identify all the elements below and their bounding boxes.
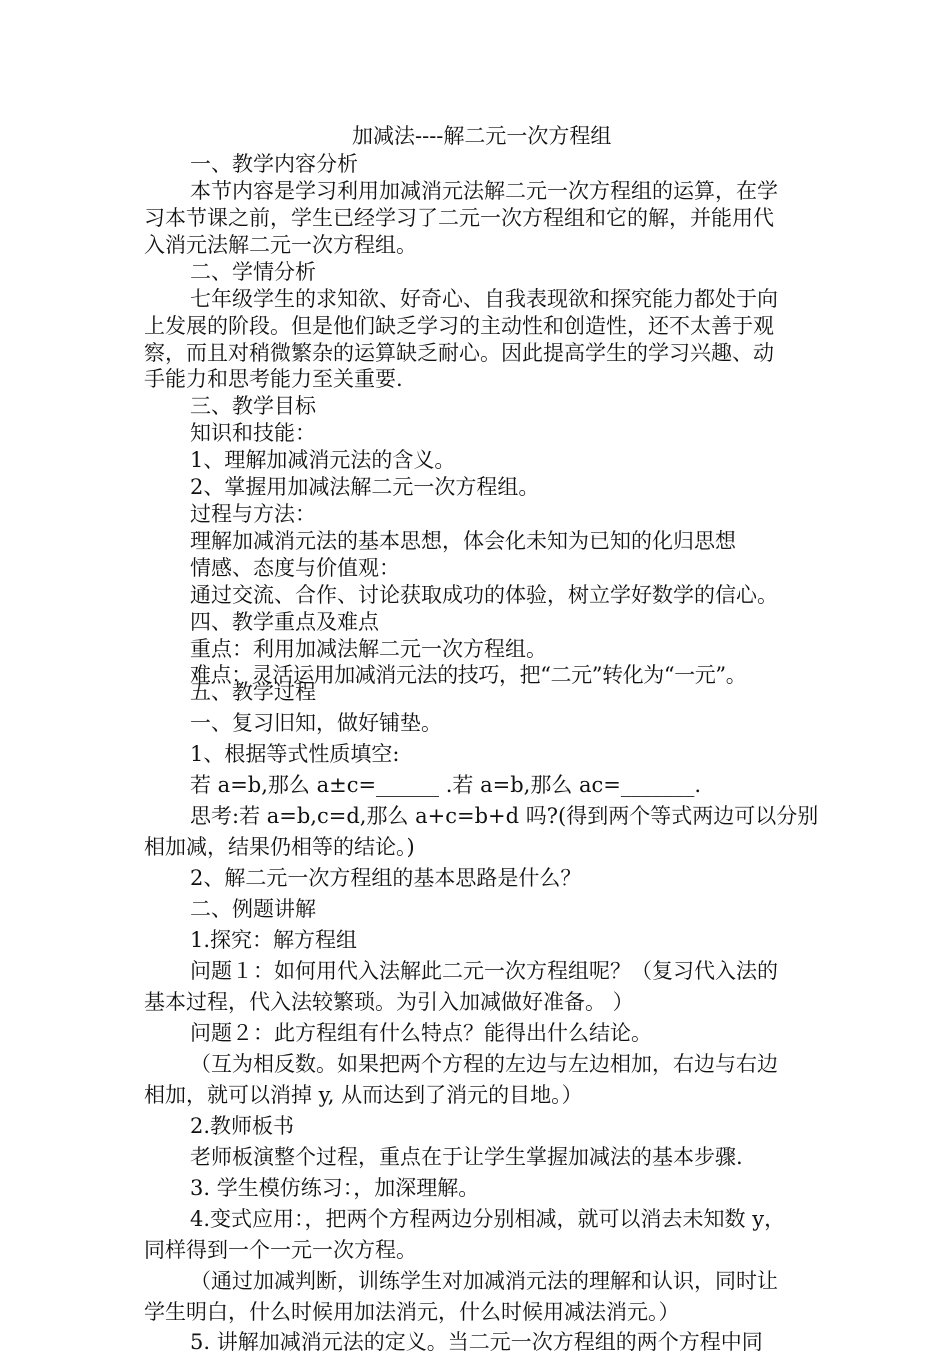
- list-item: 1.探究：解方程组: [190, 928, 358, 952]
- section-heading-teaching-process: 五、教学过程: [190, 680, 316, 704]
- paragraph-line: 本节内容是学习利用加减消元法解二元一次方程组的运算，在学: [190, 179, 778, 203]
- section-heading-content-analysis: 一、教学内容分析: [190, 152, 358, 176]
- list-item: 2、掌握用加减法解二元一次方程组。: [190, 475, 540, 499]
- paragraph-line: 4.变式应用：，把两个方程两边分别相减，就可以消去未知数 y，: [190, 1207, 786, 1231]
- paragraph-line: 老师板演整个过程，重点在于让学生掌握加减法的基本步骤.: [190, 1145, 743, 1169]
- paragraph-line: 思考:若 a=b,c=d,那么 a+c=b+d 吗?(得到两个等式两边可以分别: [190, 804, 819, 828]
- paragraph-line: 手能力和思考能力至关重要.: [144, 367, 403, 391]
- paragraph-line: 上发展的阶段。但是他们缺乏学习的主动性和创造性，还不太善于观: [144, 314, 774, 338]
- paragraph-line: 七年级学生的求知欲、好奇心、自我表现欲和探究能力都处于向: [190, 287, 778, 311]
- paragraph-line: （通过加减判断，训练学生对加减消元法的理解和认识，同时让: [190, 1269, 778, 1293]
- paragraph-line: 学生明白，什么时候用加法消元，什么时候用减法消元。）: [144, 1300, 680, 1324]
- paragraph-line: 同样得到一个一元一次方程。: [144, 1238, 417, 1262]
- paragraph-line: 相加减，结果仍相等的结论。): [144, 835, 415, 859]
- list-item: 2、解二元一次方程组的基本思路是什么？: [190, 866, 582, 890]
- subheading-review: 一、复习旧知，做好铺垫。: [190, 711, 442, 735]
- paragraph-line: 习本节课之前，学生已经学习了二元一次方程组和它的解，并能用代: [144, 206, 774, 230]
- paragraph-line: 基本过程，代入法较繁琐。为引入加减做好准备。 ）: [144, 990, 634, 1014]
- paragraph-line: 难点：灵活运用加减消元法的技巧，把“二元”转化为“一元”。: [190, 663, 747, 687]
- list-item: 2.教师板书: [190, 1114, 295, 1138]
- paragraph-line: 入消元法解二元一次方程组。: [144, 233, 417, 257]
- paragraph-line: （互为相反数。如果把两个方程的左边与左边相加，右边与右边: [190, 1052, 778, 1076]
- section-heading-key-points: 四、教学重点及难点: [190, 610, 379, 634]
- paragraph-line: 理解加减消元法的基本思想，体会化未知为已知的化归思想: [190, 529, 736, 553]
- fill-in-blank-line: 若 a=b,那么 a±c=______ .若 a=b,那么 ac=_______.: [190, 773, 702, 797]
- subheading-process-method: 过程与方法：: [190, 502, 316, 526]
- subheading-attitude-values: 情感、态度与价值观：: [190, 556, 400, 580]
- paragraph-line: 5. 讲解加减消元法的定义。当二元一次方程组的两个方程中同: [190, 1330, 763, 1354]
- list-item: 1、理解加减消元法的含义。: [190, 448, 456, 472]
- paragraph-line: 相加，就可以消掉 y, 从而达到了消元的目地。）: [144, 1083, 583, 1107]
- paragraph-line: 问题１：如何用代入法解此二元一次方程组呢？（复习代入法的: [190, 959, 778, 983]
- subheading-knowledge-skills: 知识和技能：: [190, 421, 316, 445]
- section-heading-teaching-goals: 三、教学目标: [190, 394, 316, 418]
- list-item: 3. 学生模仿练习：，加深理解。: [190, 1176, 480, 1200]
- paragraph-line: 重点：利用加减法解二元一次方程组。: [190, 637, 547, 661]
- section-heading-student-analysis: 二、学情分析: [190, 260, 316, 284]
- paragraph-line: 察，而且对稍微繁杂的运算缺乏耐心。因此提高学生的学习兴趣、动: [144, 341, 774, 365]
- paragraph-line: 问题２：此方程组有什么特点？能得出什么结论。: [190, 1021, 652, 1045]
- paragraph-line: 通过交流、合作、讨论获取成功的体验，树立学好数学的信心。: [190, 583, 778, 607]
- document-title: 加减法----解二元一次方程组: [352, 124, 612, 148]
- list-item: 1、根据等式性质填空:: [190, 742, 400, 766]
- subheading-examples: 二、例题讲解: [190, 897, 316, 921]
